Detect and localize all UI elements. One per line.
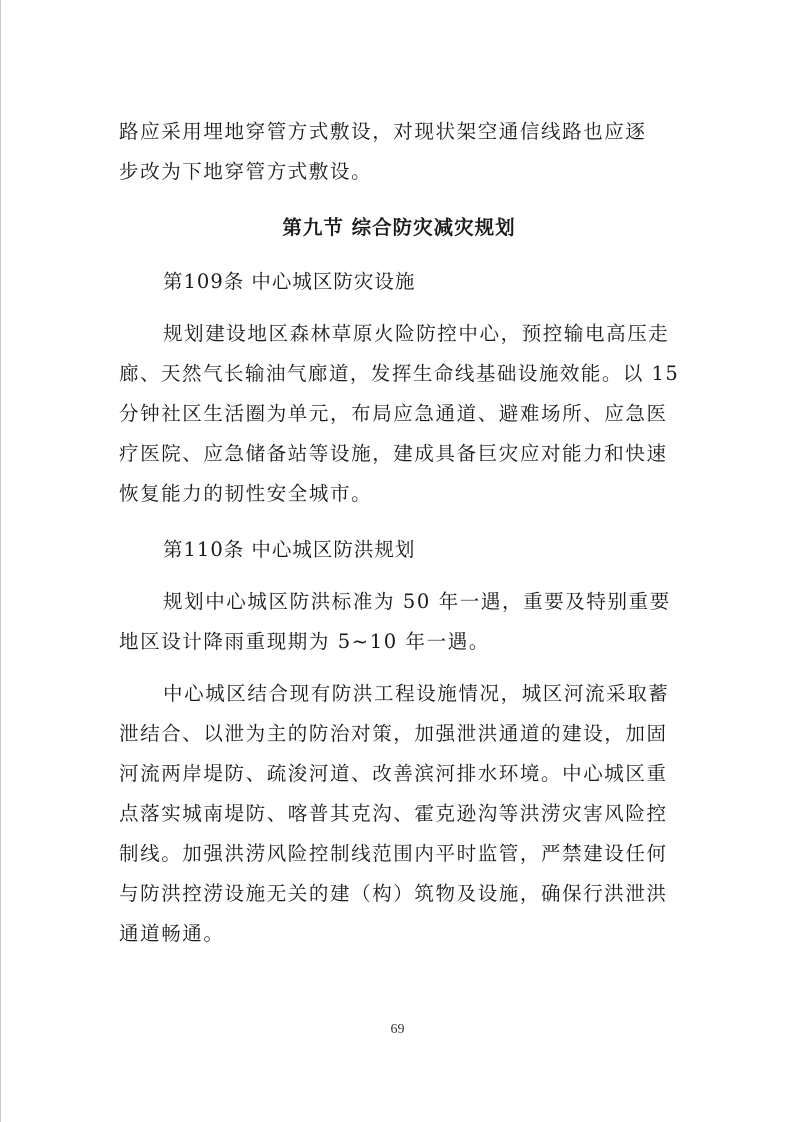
section-heading: 第九节 综合防灾减灾规划: [282, 216, 516, 239]
paragraph-line: 规划建设地区森林草原火险防控中心，预控输电高压走: [163, 322, 670, 345]
page-number: 69: [390, 1022, 405, 1037]
article-heading-110: 第110条 中心城区防洪规划: [163, 538, 416, 561]
paragraph-line: 规划中心城区防洪标准为 50 年一遇，重要及特别重要: [163, 590, 671, 613]
paragraph-line: 河流两岸堤防、疏浚河道、改善滨河排水环境。中心城区重: [119, 762, 668, 785]
paragraph-line: 制线。加强洪涝风险控制线范围内平时监管，严禁建设任何: [119, 842, 668, 865]
paragraph-line: 中心城区结合现有防洪工程设施情况，城区河流采取蓄: [163, 682, 670, 705]
paragraph-line: 廊、天然气长输油气廊道，发挥生命线基础设施效能。以 15: [119, 362, 680, 385]
article-heading-109: 第109条 中心城区防灾设施: [163, 270, 416, 293]
paragraph-line: 分钟社区生活圈为单元，布局应急通道、避难场所、应急医: [119, 402, 668, 425]
paragraph-line: 点落实城南堤防、喀普其克沟、霍克逊沟等洪涝灾害风险控: [119, 802, 668, 825]
paragraph-line: 泄结合、以泄为主的防治对策，加强泄洪通道的建设，加固: [119, 722, 668, 745]
paragraph-line: 通道畅通。: [119, 922, 225, 945]
paragraph-line: 步改为下地穿管方式敷设。: [119, 160, 373, 183]
paragraph-line: 恢复能力的韧性安全城市。: [119, 482, 373, 505]
paragraph-line: 与防洪控涝设施无关的建（构）筑物及设施，确保行洪泄洪: [119, 882, 668, 905]
paragraph-line: 疗医院、应急储备站等设施，建成具备巨灾应对能力和快速: [119, 442, 668, 465]
paragraph-line: 地区设计降雨重现期为 5~10 年一遇。: [119, 630, 490, 653]
paragraph-line: 路应采用埋地穿管方式敷设，对现状架空通信线路也应逐: [119, 120, 647, 143]
